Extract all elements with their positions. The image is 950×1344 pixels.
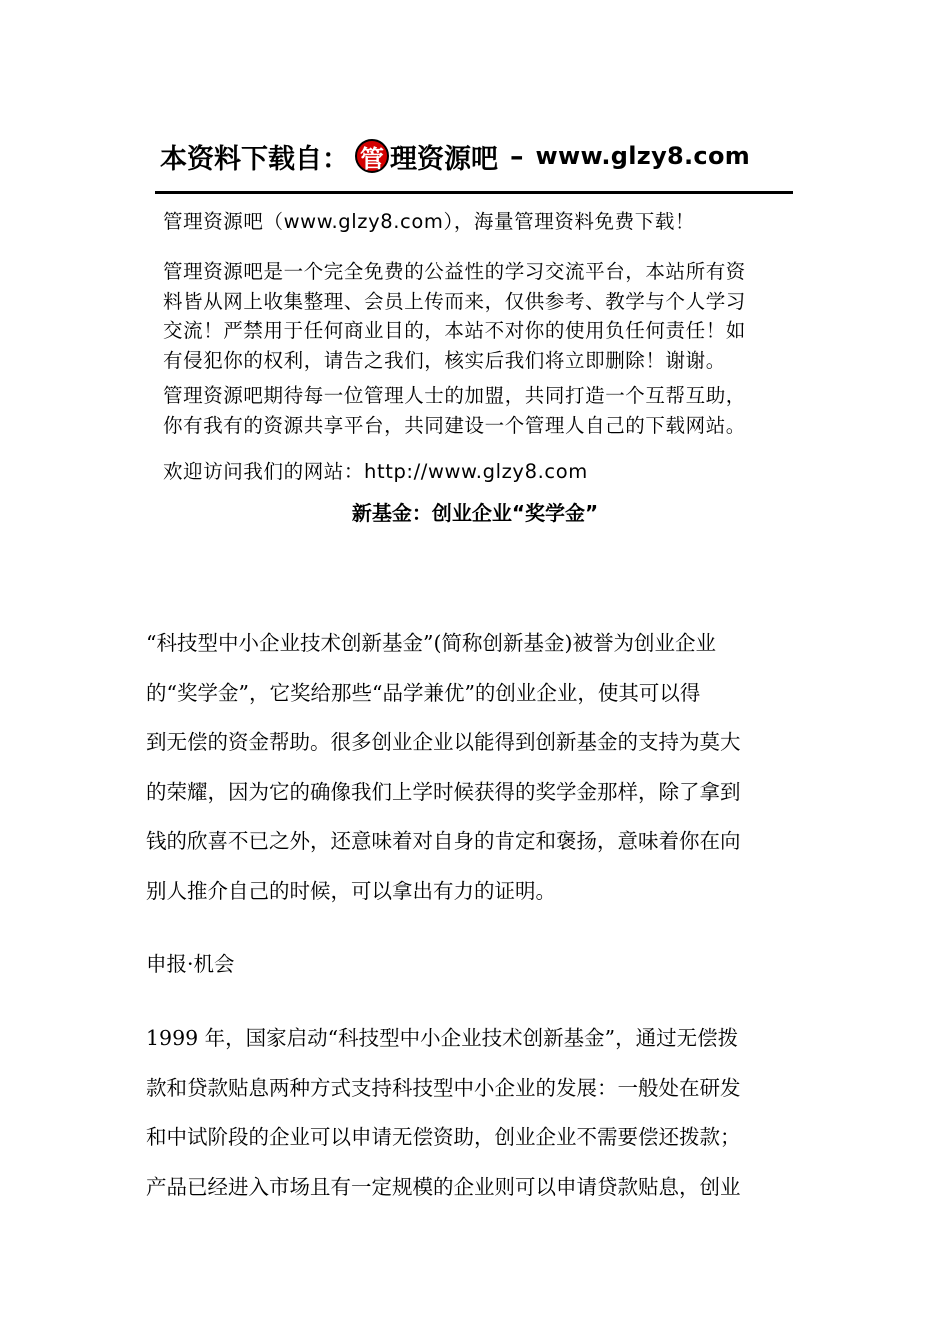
- notice-disclaimer-line: 有侵犯你的权利，请告之我们，核实后我们将立即删除！谢谢。: [163, 348, 726, 372]
- body-line: 产品已经进入市场且有一定规模的企业则可以申请贷款贴息，创业: [146, 1174, 741, 1199]
- notice-disclaimer-line: 料皆从网上收集整理、会员上传而来，仅供参考、教学与个人学习: [163, 289, 746, 313]
- body-line: 的“奖学金”，它奖给那些“品学兼优”的创业企业，使其可以得: [146, 680, 701, 705]
- body-line: 款和贷款贴息两种方式支持科技型中小企业的发展：一般处在研发: [146, 1075, 741, 1100]
- body-line: 和中试阶段的企业可以申请无偿资助，创业企业不需要偿还拨款；: [146, 1125, 741, 1149]
- header-divider: [155, 191, 793, 194]
- section-heading: [146, 940, 806, 990]
- body-line: 1999 年，国家启动“科技型中小企业技术创新基金”，通过无偿拨: [146, 1026, 739, 1050]
- notice-intro-line: 管理资源吧（www.glzy8.com），海量管理资料免费下载！: [163, 210, 696, 233]
- banner-dash: –: [510, 140, 524, 172]
- body-paragraph-1: [146, 619, 806, 916]
- banner-site-name: 理资源吧: [390, 143, 498, 175]
- notice-visit[interactable]: [163, 457, 803, 487]
- site-logo-icon: 管: [355, 139, 389, 173]
- body-line: 钱的欣喜不已之外，还意味着对自身的肯定和褒扬，意味着你在向: [146, 829, 741, 853]
- section-heading-text: 申报·机会: [146, 952, 235, 976]
- body-paragraph-2: [146, 1014, 806, 1212]
- banner-url-link[interactable]: www.glzy8.com: [535, 142, 751, 170]
- notice-invitation-line: 你有我有的资源共享平台，共同建设一个管理人自己的下载网站。: [163, 413, 746, 437]
- download-source-banner: [160, 136, 800, 176]
- banner-prefix: 本资料下载自：: [160, 143, 349, 175]
- notice-intro: [163, 207, 803, 237]
- body-line: 的荣耀，因为它的确像我们上学时候获得的奖学金那样，除了拿到: [146, 779, 741, 804]
- body-line: 别人推介自己的时候，可以拿出有力的证明。: [146, 878, 556, 903]
- notice-disclaimer-line: 交流！严禁用于任何商业目的，本站不对你的使用负任何责任！如: [163, 319, 746, 342]
- notice-invitation-line: 管理资源吧期待每一位管理人士的加盟，共同打造一个互帮互助，: [163, 384, 746, 407]
- notice-invitation: [163, 381, 803, 440]
- notice-disclaimer-line: 管理资源吧是一个完全免费的公益性的学习交流平台，本站所有资: [163, 260, 746, 283]
- document-title: 新基金：创业企业“奖学金”: [351, 501, 599, 525]
- notice-disclaimer: [163, 257, 803, 375]
- body-line: “科技型中小企业技术创新基金”(简称创新基金)被誉为创业企业: [146, 631, 716, 655]
- body-line: 到无偿的资金帮助。很多创业企业以能得到创新基金的支持为莫大: [146, 730, 741, 754]
- notice-visit-link[interactable]: 欢迎访问我们的网站：http://www.glzy8.com: [163, 460, 588, 483]
